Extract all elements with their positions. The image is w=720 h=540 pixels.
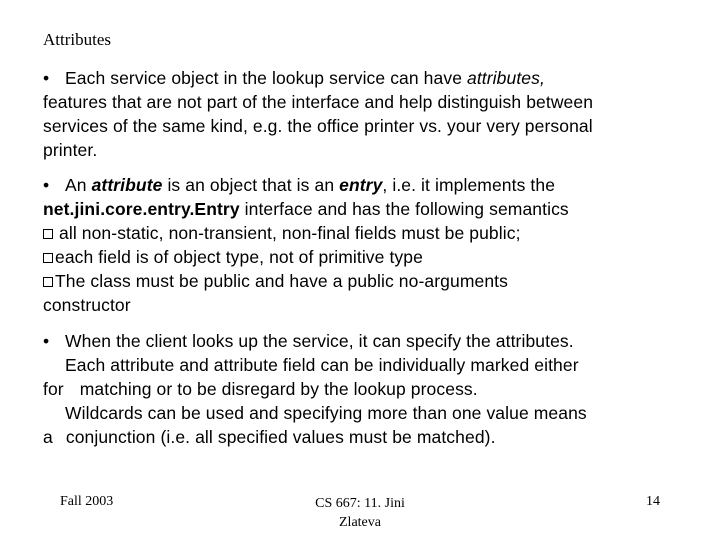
checkbox-bullet-icon (43, 277, 53, 287)
text-line: services of the same kind, e.g. the office printer vs. your very personal (43, 116, 593, 136)
emphasis-attribute: attribute (91, 175, 163, 195)
entry-interface-name: net.jini.core.entry.Entry (43, 199, 240, 219)
bullet-client-lookup (43, 329, 683, 449)
sub-item: The class must be public and have a public no-arguments (43, 269, 683, 293)
sub-item: all non-static, non-transient, non-final fields must be public; (43, 221, 683, 245)
text-line: Each attribute and attribute field can be individually marked either (65, 355, 579, 375)
emphasis-entry: entry (339, 175, 383, 195)
text-line: Wildcards can be used and specifying more than one value means (65, 403, 587, 423)
footer-author: Zlateva (339, 515, 381, 530)
checkbox-bullet-icon (43, 253, 53, 263)
bullet-marker: • (43, 175, 50, 195)
bullet-attributes-intro (43, 66, 683, 162)
emphasis-attributes: attributes, (467, 68, 545, 88)
footer-course-title: CS 667: 11. Jini (315, 496, 405, 511)
text: for (43, 379, 64, 399)
text: An (65, 175, 92, 195)
footer-course (300, 494, 420, 532)
text: , i.e. it implements the (382, 175, 556, 195)
checkbox-bullet-icon (43, 229, 53, 239)
bullet-marker: • (43, 331, 50, 351)
text: Each service object in the lookup service can have (65, 68, 467, 88)
text: When the client looks up the service, it can specify the attributes. (65, 331, 574, 351)
text: is an object that is an (162, 175, 340, 195)
page-number: 14 (646, 494, 660, 509)
bullet-marker: • (43, 68, 50, 88)
text: a (43, 427, 53, 447)
text: matching or to be disregard by the lookup process. (79, 379, 478, 399)
text-line: features that are not part of the interface and help distinguish between (43, 92, 594, 112)
bullet-attribute-definition (43, 173, 683, 317)
text: conjunction (i.e. all specified values must be matched). (65, 427, 496, 447)
sub-item: each field is of object type, not of primitive type (43, 245, 683, 269)
text: interface and has the following semantics (239, 199, 569, 219)
slide-title: Attributes (43, 30, 111, 49)
text-line: constructor (43, 295, 131, 315)
footer-semester: Fall 2003 (60, 494, 114, 509)
text-line: printer. (43, 140, 98, 160)
